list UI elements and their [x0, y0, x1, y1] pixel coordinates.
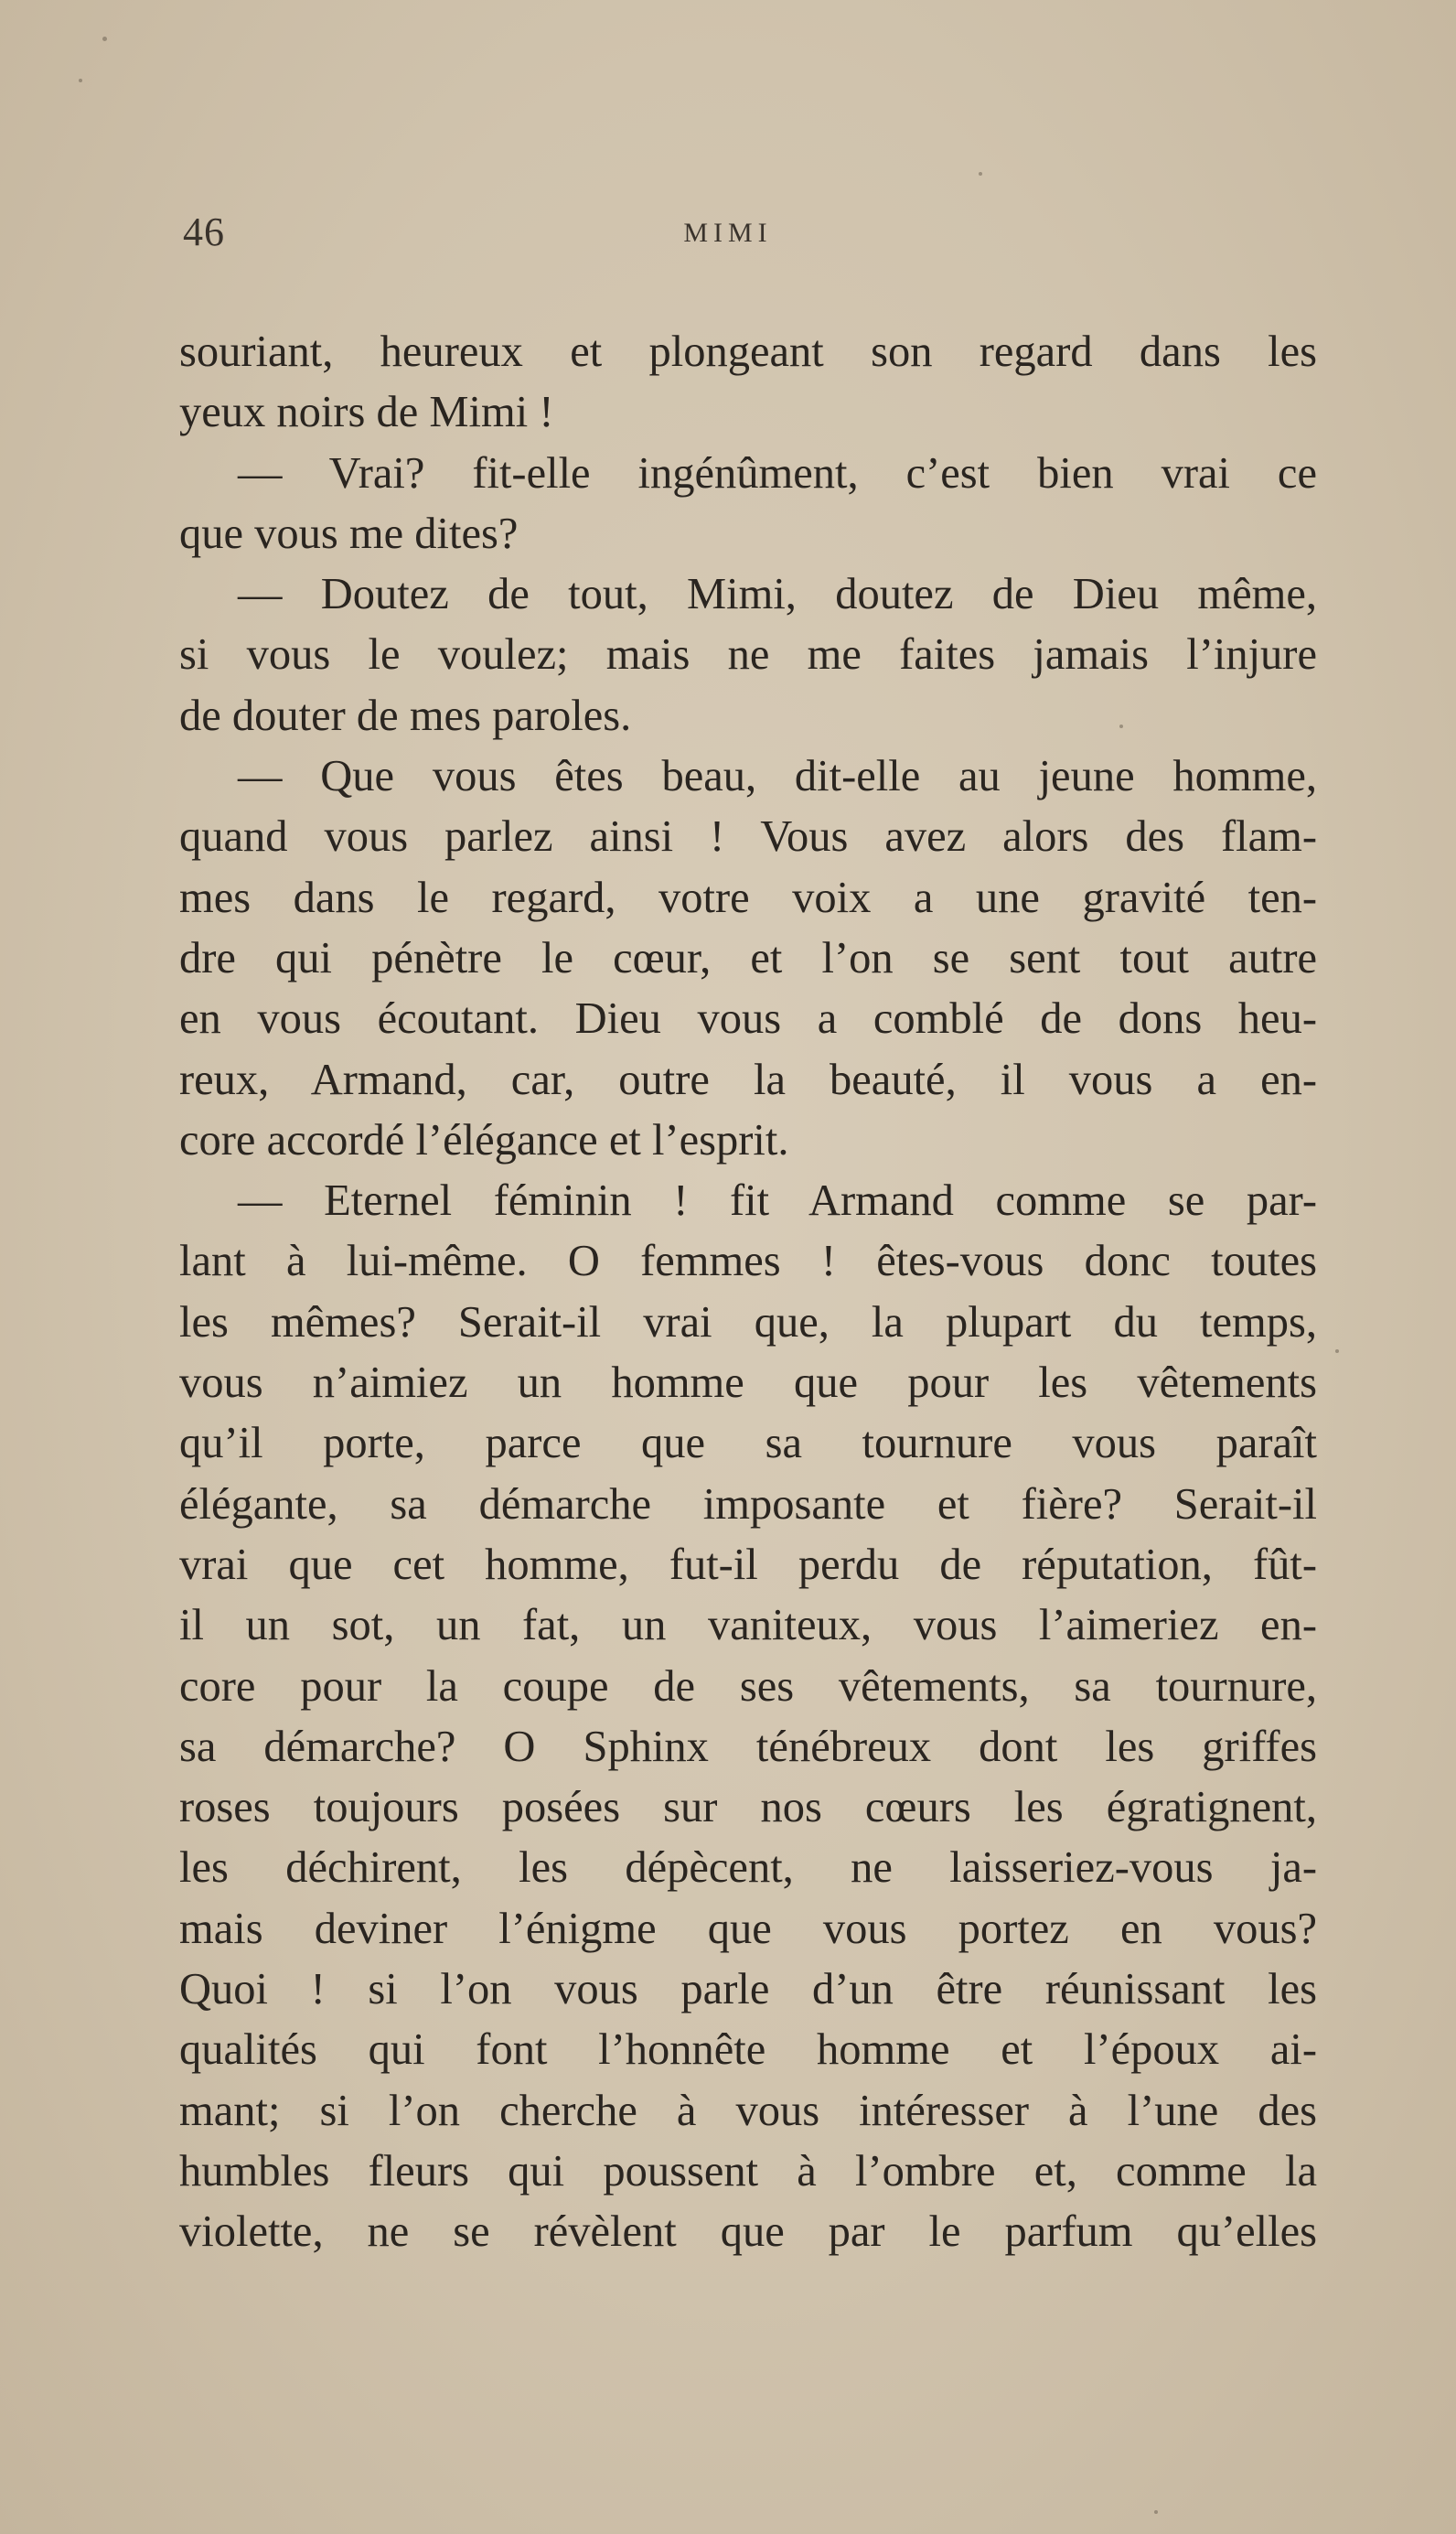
paper-speck [79, 79, 82, 82]
text-line: les mêmes? Serait-il vrai que, la plupart du temps, [179, 1297, 1317, 1347]
text-line: yeux noirs de Mimi ! [179, 388, 554, 437]
text-line: — Vrai? fit-elle ingénûment, c’est bien vrai ce [238, 448, 1317, 498]
text-line: — Doutez de tout, Mimi, doutez de Dieu même, [238, 570, 1317, 619]
text-line: reux, Armand, car, outre la beauté, il vous a en- [179, 1055, 1317, 1104]
paper-speck [1335, 1349, 1339, 1353]
text-line: lant à lui-même. O femmes ! êtes-vous donc toutes [179, 1237, 1317, 1286]
text-line: les déchirent, les dépècent, ne laisseriez-vous ja- [179, 1843, 1317, 1893]
text-line: core accordé l’élégance et l’esprit. [179, 1115, 789, 1165]
paper-speck [1154, 2510, 1158, 2514]
text-line: — Eternel féminin ! fit Armand comme se par- [238, 1176, 1317, 1226]
paper-speck [102, 37, 107, 41]
text-line: élégante, sa démarche imposante et fière? Serait-il [179, 1479, 1317, 1529]
text-line: qu’il porte, parce que sa tournure vous paraît [179, 1419, 1317, 1468]
text-line: vrai que cet homme, fut-il perdu de réputation, fût- [179, 1540, 1317, 1589]
text-line: mais deviner l’énigme que vous portez en vous? [179, 1904, 1317, 1953]
text-line: de douter de mes paroles. [179, 691, 632, 740]
text-line: souriant, heureux et plongeant son regard dans les [179, 327, 1317, 376]
text-line: Quoi ! si l’on vous parle d’un être réunissant les [179, 1965, 1317, 2014]
text-line: humbles fleurs qui poussent à l’ombre et, comme la [179, 2146, 1317, 2196]
text-line: qualités qui font l’honnête homme et l’époux ai- [179, 2025, 1317, 2075]
body-text [179, 322, 1317, 2263]
text-line: si vous le voulez; mais ne me faites jamais l’injure [179, 630, 1317, 680]
text-line: que vous me dites? [179, 509, 519, 558]
text-line: vous n’aimiez un homme que pour les vêtements [179, 1358, 1317, 1408]
text-line: core pour la coupe de ses vêtements, sa tournure, [179, 1661, 1317, 1711]
text-line: — Que vous êtes beau, dit-elle au jeune homme, [238, 752, 1317, 801]
text-line: il un sot, un fat, un vaniteux, vous l’aimeriez en- [179, 1601, 1317, 1650]
running-title: MIMI [683, 218, 773, 248]
text-line: mes dans le regard, votre voix a une gravité ten- [179, 873, 1317, 922]
text-line: mant; si l’on cherche à vous intéresser à l’une des [179, 2086, 1317, 2135]
text-line: violette, ne se révèlent que par le parfum qu’elles [179, 2207, 1317, 2257]
text-line: en vous écoutant. Dieu vous a comblé de dons heu- [179, 994, 1317, 1044]
text-line: sa démarche? O Sphinx ténébreux dont les griffes [179, 1722, 1317, 1771]
text-line: roses toujours posées sur nos cœurs les égratignent, [179, 1783, 1317, 1832]
paper-speck [979, 172, 982, 176]
text-line: quand vous parlez ainsi ! Vous avez alors des flam- [179, 812, 1317, 862]
page-number: 46 [183, 209, 225, 254]
text-line: dre qui pénètre le cœur, et l’on se sent tout autre [179, 933, 1317, 982]
